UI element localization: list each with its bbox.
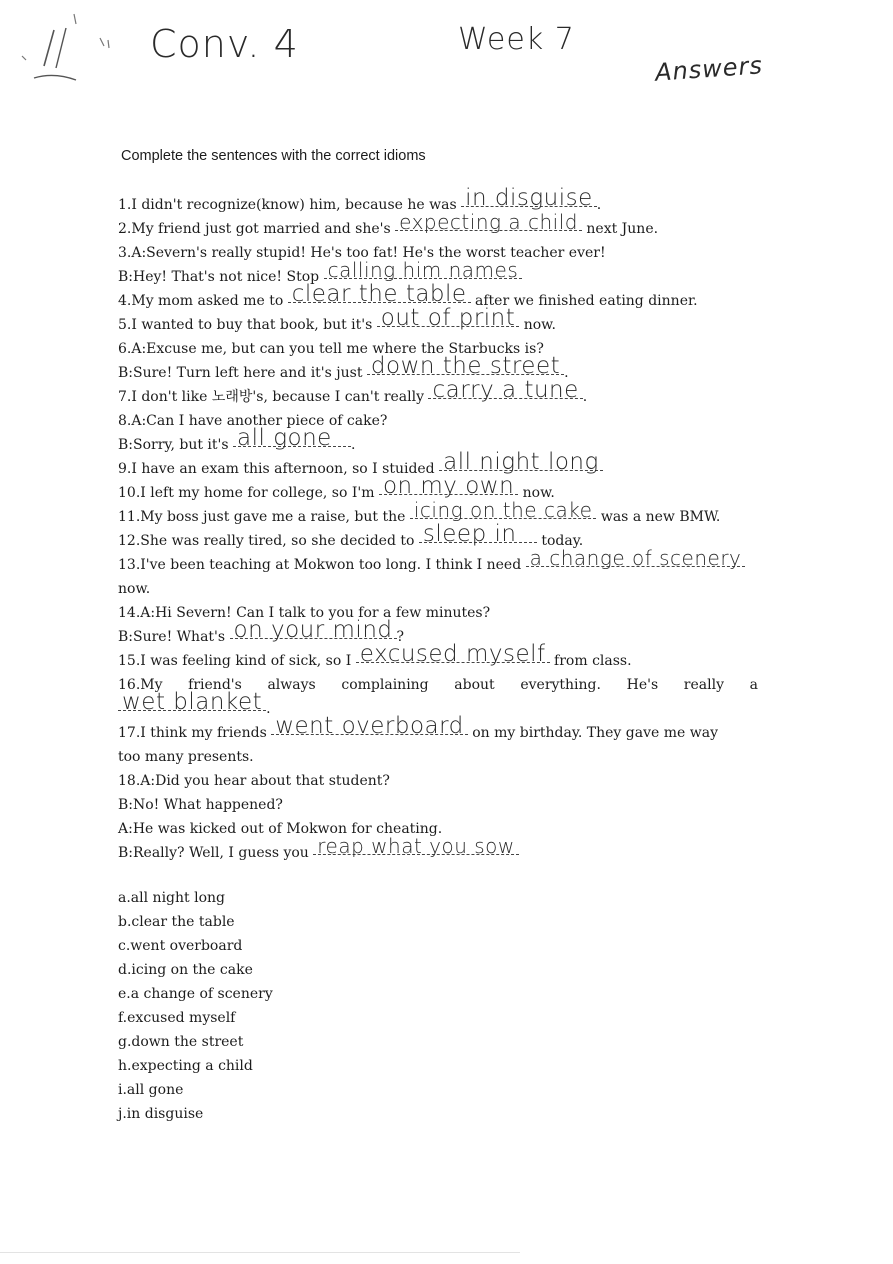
exercise-line — [118, 713, 758, 745]
idiom-option: d.icing on the cake — [118, 962, 253, 978]
sentence-text: A:He was kicked out of Mokwon for cheating. — [118, 821, 443, 837]
sentence-text: 1.I didn't recognize(know) him, because he was — [118, 197, 462, 213]
sentence-text: B:No! What happened? — [118, 797, 283, 813]
exercise-line — [118, 601, 758, 625]
sentence-text: B:Sure! What's — [118, 629, 230, 645]
exercise-line — [118, 641, 758, 673]
idiom-option: c.went overboard — [118, 938, 243, 954]
sentence-text: 9.I have an exam this afternoon, so I stuided — [118, 461, 440, 477]
handwritten-answer: icing on the cake — [410, 502, 597, 519]
exercise-lines — [118, 185, 758, 865]
handwritten-answer: all gone — [233, 430, 351, 447]
sentence-text-after: next June. — [581, 221, 659, 237]
idiom-option: f.excused myself — [118, 1010, 236, 1026]
sentence-text: 2.My friend just got married and she's — [118, 221, 396, 237]
sentence-text-after: today. — [536, 533, 584, 549]
sentence-text-after: ? — [396, 629, 405, 645]
exercise-line — [118, 546, 758, 577]
instruction-text: Complete the sentences with the correct idioms — [121, 148, 426, 164]
sentence-text: 3.A:Severn's really stupid! He's too fat! He's the worst teacher ever! — [118, 245, 606, 261]
sentence-text: B:Really? Well, I guess you — [118, 845, 314, 861]
sentence-text-after: after we finished eating dinner. — [470, 293, 698, 309]
sentence-text: 4.My mom asked me to — [118, 293, 288, 309]
sentence-text-after: from class. — [549, 653, 632, 669]
handwritten-answer: excused myself — [356, 646, 550, 663]
handwritten-course-title: Conv. 4 — [150, 22, 299, 66]
idiom-option: b.clear the table — [118, 914, 235, 930]
handwritten-answer: all night long — [439, 454, 603, 471]
sentence-text: 6.A:Excuse me, but can you tell me where the Starbucks is? — [118, 341, 544, 357]
handwritten-answers-label: Answers — [654, 51, 764, 87]
sentence-text: now. — [118, 581, 151, 597]
sentence-text-after: . — [596, 197, 602, 213]
handwritten-answer: a change of scenery — [526, 550, 746, 567]
sentence-text: 18.A:Did you hear about that student? — [118, 773, 390, 789]
exercise-line — [118, 834, 758, 865]
exercise-line — [118, 577, 758, 601]
exercise-line — [118, 409, 758, 433]
sentence-text: 16.My friend's always complaining about everything. He's really a — [118, 677, 758, 693]
handwritten-answer: carry a tune — [428, 382, 582, 399]
sentence-text: B:Sure! Turn left here and it's just — [118, 365, 367, 381]
pen-scribble-mark — [14, 6, 124, 91]
handwritten-answer: sleep in — [419, 526, 537, 543]
sentence-text: B:Hey! That's not nice! Stop — [118, 269, 324, 285]
sentence-text: 14.A:Hi Severn! Can I talk to you for a few minutes? — [118, 605, 491, 621]
sentence-text: B:Sorry, but it's — [118, 437, 234, 453]
exercise-line — [118, 425, 758, 457]
handwritten-answer: expecting a child — [395, 214, 582, 231]
sentence-text: 11.My boss just gave me a raise, but the — [118, 509, 410, 525]
handwritten-answer: down the street — [367, 358, 564, 375]
sentence-text-after: . — [564, 365, 569, 381]
handwritten-answer: in disguise — [461, 190, 597, 207]
sentence-text-after: . — [582, 389, 588, 405]
idiom-option: i.all gone — [118, 1082, 184, 1098]
exercise-line — [118, 305, 758, 337]
sentence-text-after: . — [266, 701, 271, 717]
sentence-text: 10.I left my home for college, so I'm — [118, 485, 379, 501]
handwritten-answer: wet blanket — [118, 694, 266, 711]
sentence-text-after: now. — [519, 317, 556, 333]
sentence-text: 13.I've been teaching at Mokwon too long. I think I need — [118, 557, 526, 573]
handwritten-answer: reap what you sow — [313, 838, 519, 855]
handwritten-answer: went overboard — [271, 718, 468, 735]
handwritten-answer: out of print — [377, 310, 520, 327]
handwritten-answer: on your mind — [230, 622, 397, 639]
sentence-text-after: now. — [518, 485, 555, 501]
exercise-line — [118, 210, 758, 241]
sentence-text: 12.She was really tired, so she decided to — [118, 533, 419, 549]
idiom-option: h.expecting a child — [118, 1058, 253, 1074]
handwritten-week-label: Week 7 — [458, 22, 575, 57]
sentence-text: 7.I don't like 노래방's, because I can't really — [118, 389, 429, 405]
sentence-text: 5.I wanted to buy that book, but it's — [118, 317, 377, 333]
idiom-option-list — [118, 886, 273, 1126]
scan-edge-line — [0, 1252, 520, 1253]
sentence-text: too many presents. — [118, 749, 254, 765]
handwritten-answer: on my own — [379, 478, 518, 495]
exercise-line — [118, 745, 758, 769]
handwritten-answer: clear the table — [288, 286, 471, 303]
sentence-text-after: . — [351, 437, 356, 453]
exercise-line — [118, 377, 758, 409]
exercise-line — [118, 769, 758, 793]
idiom-option: e.a change of scenery — [118, 986, 273, 1002]
idiom-option: g.down the street — [118, 1034, 244, 1050]
handwritten-answer: calling him names — [324, 262, 523, 279]
idiom-option: j.in disguise — [118, 1106, 204, 1122]
sentence-text: 8.A:Can I have another piece of cake? — [118, 413, 388, 429]
sentence-text-after: was a new BMW. — [596, 509, 721, 525]
sentence-text: 15.I was feeling kind of sick, so I — [118, 653, 356, 669]
sentence-text-after: on my birthday. They gave me way — [467, 725, 718, 741]
exercise-line — [118, 793, 758, 817]
sentence-text: 17.I think my friends — [118, 725, 272, 741]
idiom-option: a.all night long — [118, 890, 225, 906]
